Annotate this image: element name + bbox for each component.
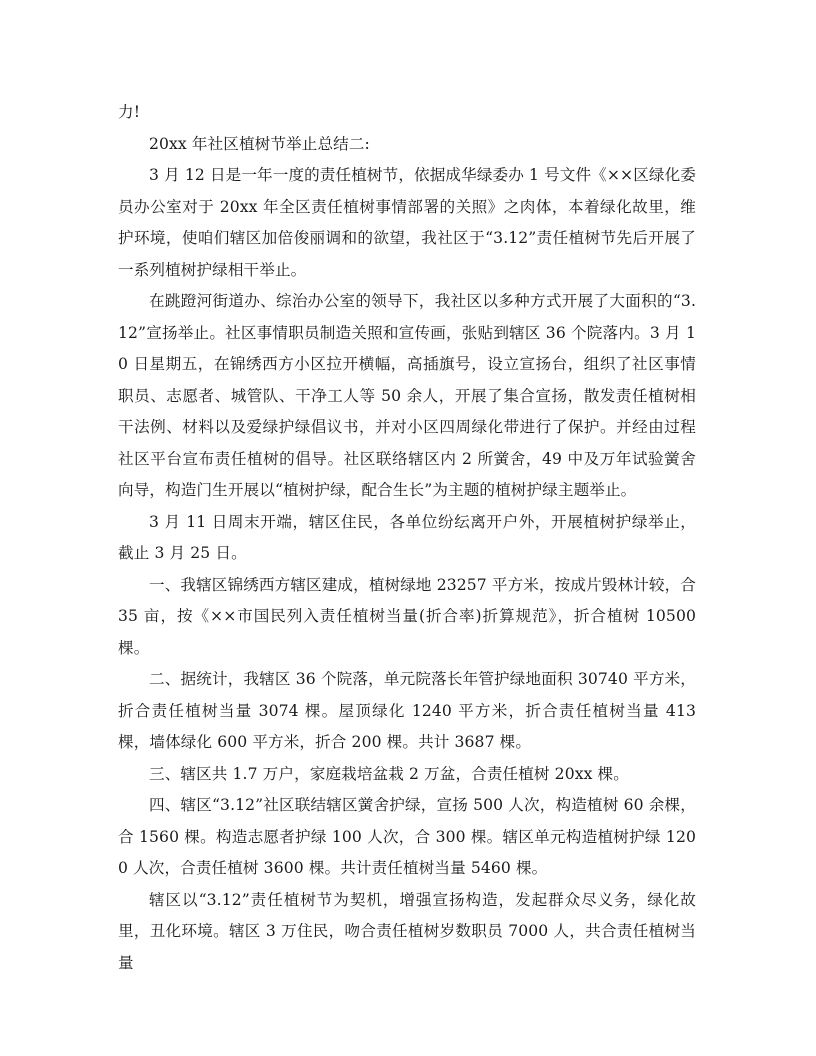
section-heading: 20xx 年社区植树节举止总结二: — [149, 134, 370, 153]
paragraph-item-three: 三、辖区共 1.7 万户，家庭栽培盆栽 2 万盆，合责任植树 20xx 棵。 — [149, 764, 629, 783]
paragraph-continuation: 力! — [118, 103, 141, 121]
paragraph-publicity: 在跳蹬河街道办、综治办公室的领导下，我社区以多种方式开展了大面积的“3.12”宣扬举止。社区事情职员制造关照和宣传画，张贴到辖区 36 个院落内。3 月 10 日星期五，在锦绣西方小区拉开横幅，高插旗号，设立宣扬台，组织了社区事情职员、志愿者、城管队、干净工人等 50 余人，开展了集合宣扬，散发责任植树相干法例、材料以及爱绿护绿倡议书，并对小区四周绿化带进行了保护。并经由过程社区平台宣布责任植树的倡导。社区联络辖区内 2 所黉舍，49 中及万年试验黉舍向导，构造门生开展以“植树护绿，配合生长”为主题的植树护绿主题举止。 — [118, 292, 696, 499]
paragraph-item-four: 四、辖区“3.12”社区联结辖区黉舍护绿，宣扬 500 人次，构造植树 60 余棵，合 1560 棵。构造志愿者护绿 100 人次，合 300 棵。辖区单元构造植树护绿 1200 人次，合责任植树 3600 棵。共计责任植树当量 5460 棵。 — [118, 796, 696, 877]
paragraph-item-one: 一、我辖区锦绣西方辖区建成，植树绿地 23257 平方米，按成片毁林计较，合 35 亩，按《××市国民列入责任植树当量(折合率)折算规范》，折合植树 10500 棵。 — [118, 575, 696, 657]
paragraph-activity-period: 3 月 11 日周末开端，辖区住民，各单位纷纭离开户外，开展植树护绿举止，截止 3 月 25 日。 — [118, 512, 696, 562]
paragraph-summary: 辖区以“3.12”责任植树节为契机，增强宣扬构造，发起群众尽义务，绿化故里，丑化环境。辖区 3 万住民，吻合责任植树岁数职员 7000 人，共合责任植树当量 — [118, 890, 696, 972]
paragraph-intro: 3 月 12 日是一年一度的责任植树节，依据成华绿委办 1 号文件《××区绿化委员办公室对于 20xx 年全区责任植树事情部署的关照》之肉体，本着绿化故里，维护环境，使咱们辖区加倍俊丽调和的欲望，我社区于“3.12”责任植树节先后开展了一系列植树护绿相干举止。 — [118, 166, 696, 279]
paragraph-item-two: 二、据统计，我辖区 36 个院落，单元院落长年管护绿地面积 30740 平方米，折合责任植树当量 3074 棵。屋顶绿化 1240 平方米，折合责任植树当量 413 棵，墙体绿化 600 平方米，折合 200 棵。共计 3687 棵。 — [118, 670, 696, 751]
document-page — [118, 97, 696, 979]
